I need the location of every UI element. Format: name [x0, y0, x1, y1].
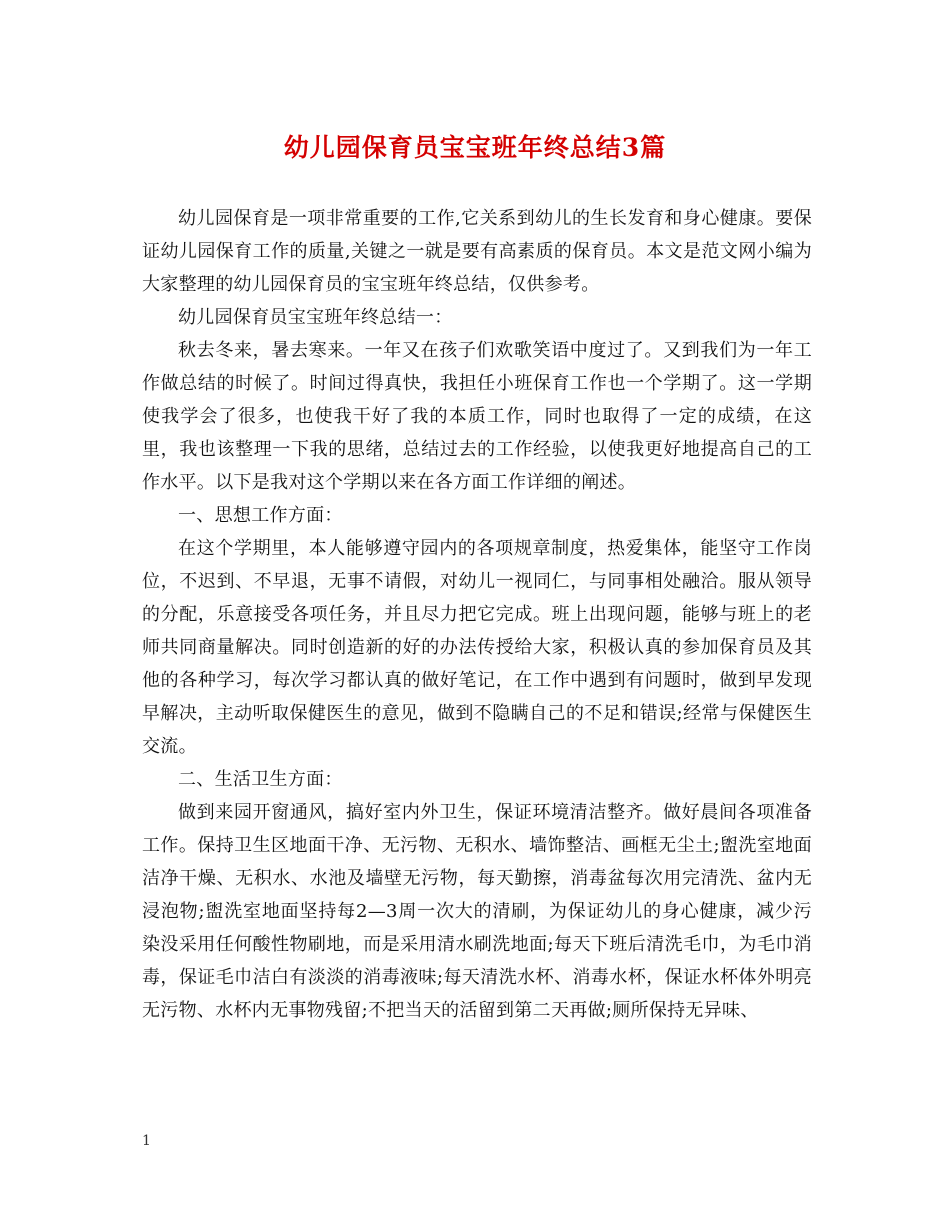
paragraph-opening: 秋去冬来，暑去寒来。一年又在孩子们欢歌笑语中度过了。又到我们为一年工作做总结的时候了。时间过得真快，我担任小班保育工作也一个学期了。这一学期使我学会了很多，也使我干好了我的本质工作，同时也取得了一定的成绩，在这里，我也该整理一下我的思绪，总结过去的工作经验，以使我更好地提高自己的工作水平。以下是我对这个学期以来在各方面工作详细的阐述。: [142, 340, 812, 493]
paragraph-heading-hygiene: 二、生活卫生方面：: [178, 769, 343, 790]
page-number: 1: [142, 1133, 151, 1149]
paragraph-intro: 幼儿园保育是一项非常重要的工作,它关系到幼儿的生长发育和身心健康。要保证幼儿园保育工作的质量,关键之一就是要有高素质的保育员。本文是范文网小编为大家整理的幼儿园保育员的宝宝班年终总结，仅供参考。: [142, 208, 812, 295]
document-body: [142, 202, 812, 1027]
document-title: 幼儿园保育员宝宝班年终总结3篇: [283, 133, 667, 162]
paragraph-hygiene: 做到来园开窗通风，搞好室内外卫生，保证环境清洁整齐。做好晨间各项准备工作。保持卫生区地面干净、无污物、无积水、墙饰整洁、画框无尘土;盥洗室地面洁净干燥、无积水、水池及墙壁无污物，每天勤擦，消毒盆每次用完清洗、盆内无浸泡物;盥洗室地面坚持每2—3周一次大的清刷，为保证幼儿的身心健康，减少污染没采用任何酸性物刷地，而是采用清水刷洗地面;每天下班后清洗毛巾，为毛巾消毒，保证毛巾洁白有淡淡的消毒液味;每天清洗水杯、消毒水杯，保证水杯体外明亮无污物、水杯内无事物残留;不把当天的活留到第二天再做;厕所保持无异味、: [142, 802, 812, 1021]
paragraph-ideology: 在这个学期里，本人能够遵守园内的各项规章制度，热爱集体，能坚守工作岗位，不迟到、不早退，无事不请假，对幼儿一视同仁，与同事相处融洽。服从领导的分配，乐意接受各项任务，并且尽力把它完成。班上出现问题，能够与班上的老师共同商量解决。同时创造新的好的办法传授给大家，积极认真的参加保育员及其他的各种学习，每次学习都认真的做好笔记，在工作中遇到有问题时，做到早发现早解决，主动听取保健医生的意见，做到不隐瞒自己的不足和错误;经常与保健医生交流。: [142, 538, 812, 757]
paragraph-heading-ideology: 一、思想工作方面：: [178, 505, 343, 526]
paragraph-section-heading: 幼儿园保育员宝宝班年终总结一：: [178, 307, 453, 328]
